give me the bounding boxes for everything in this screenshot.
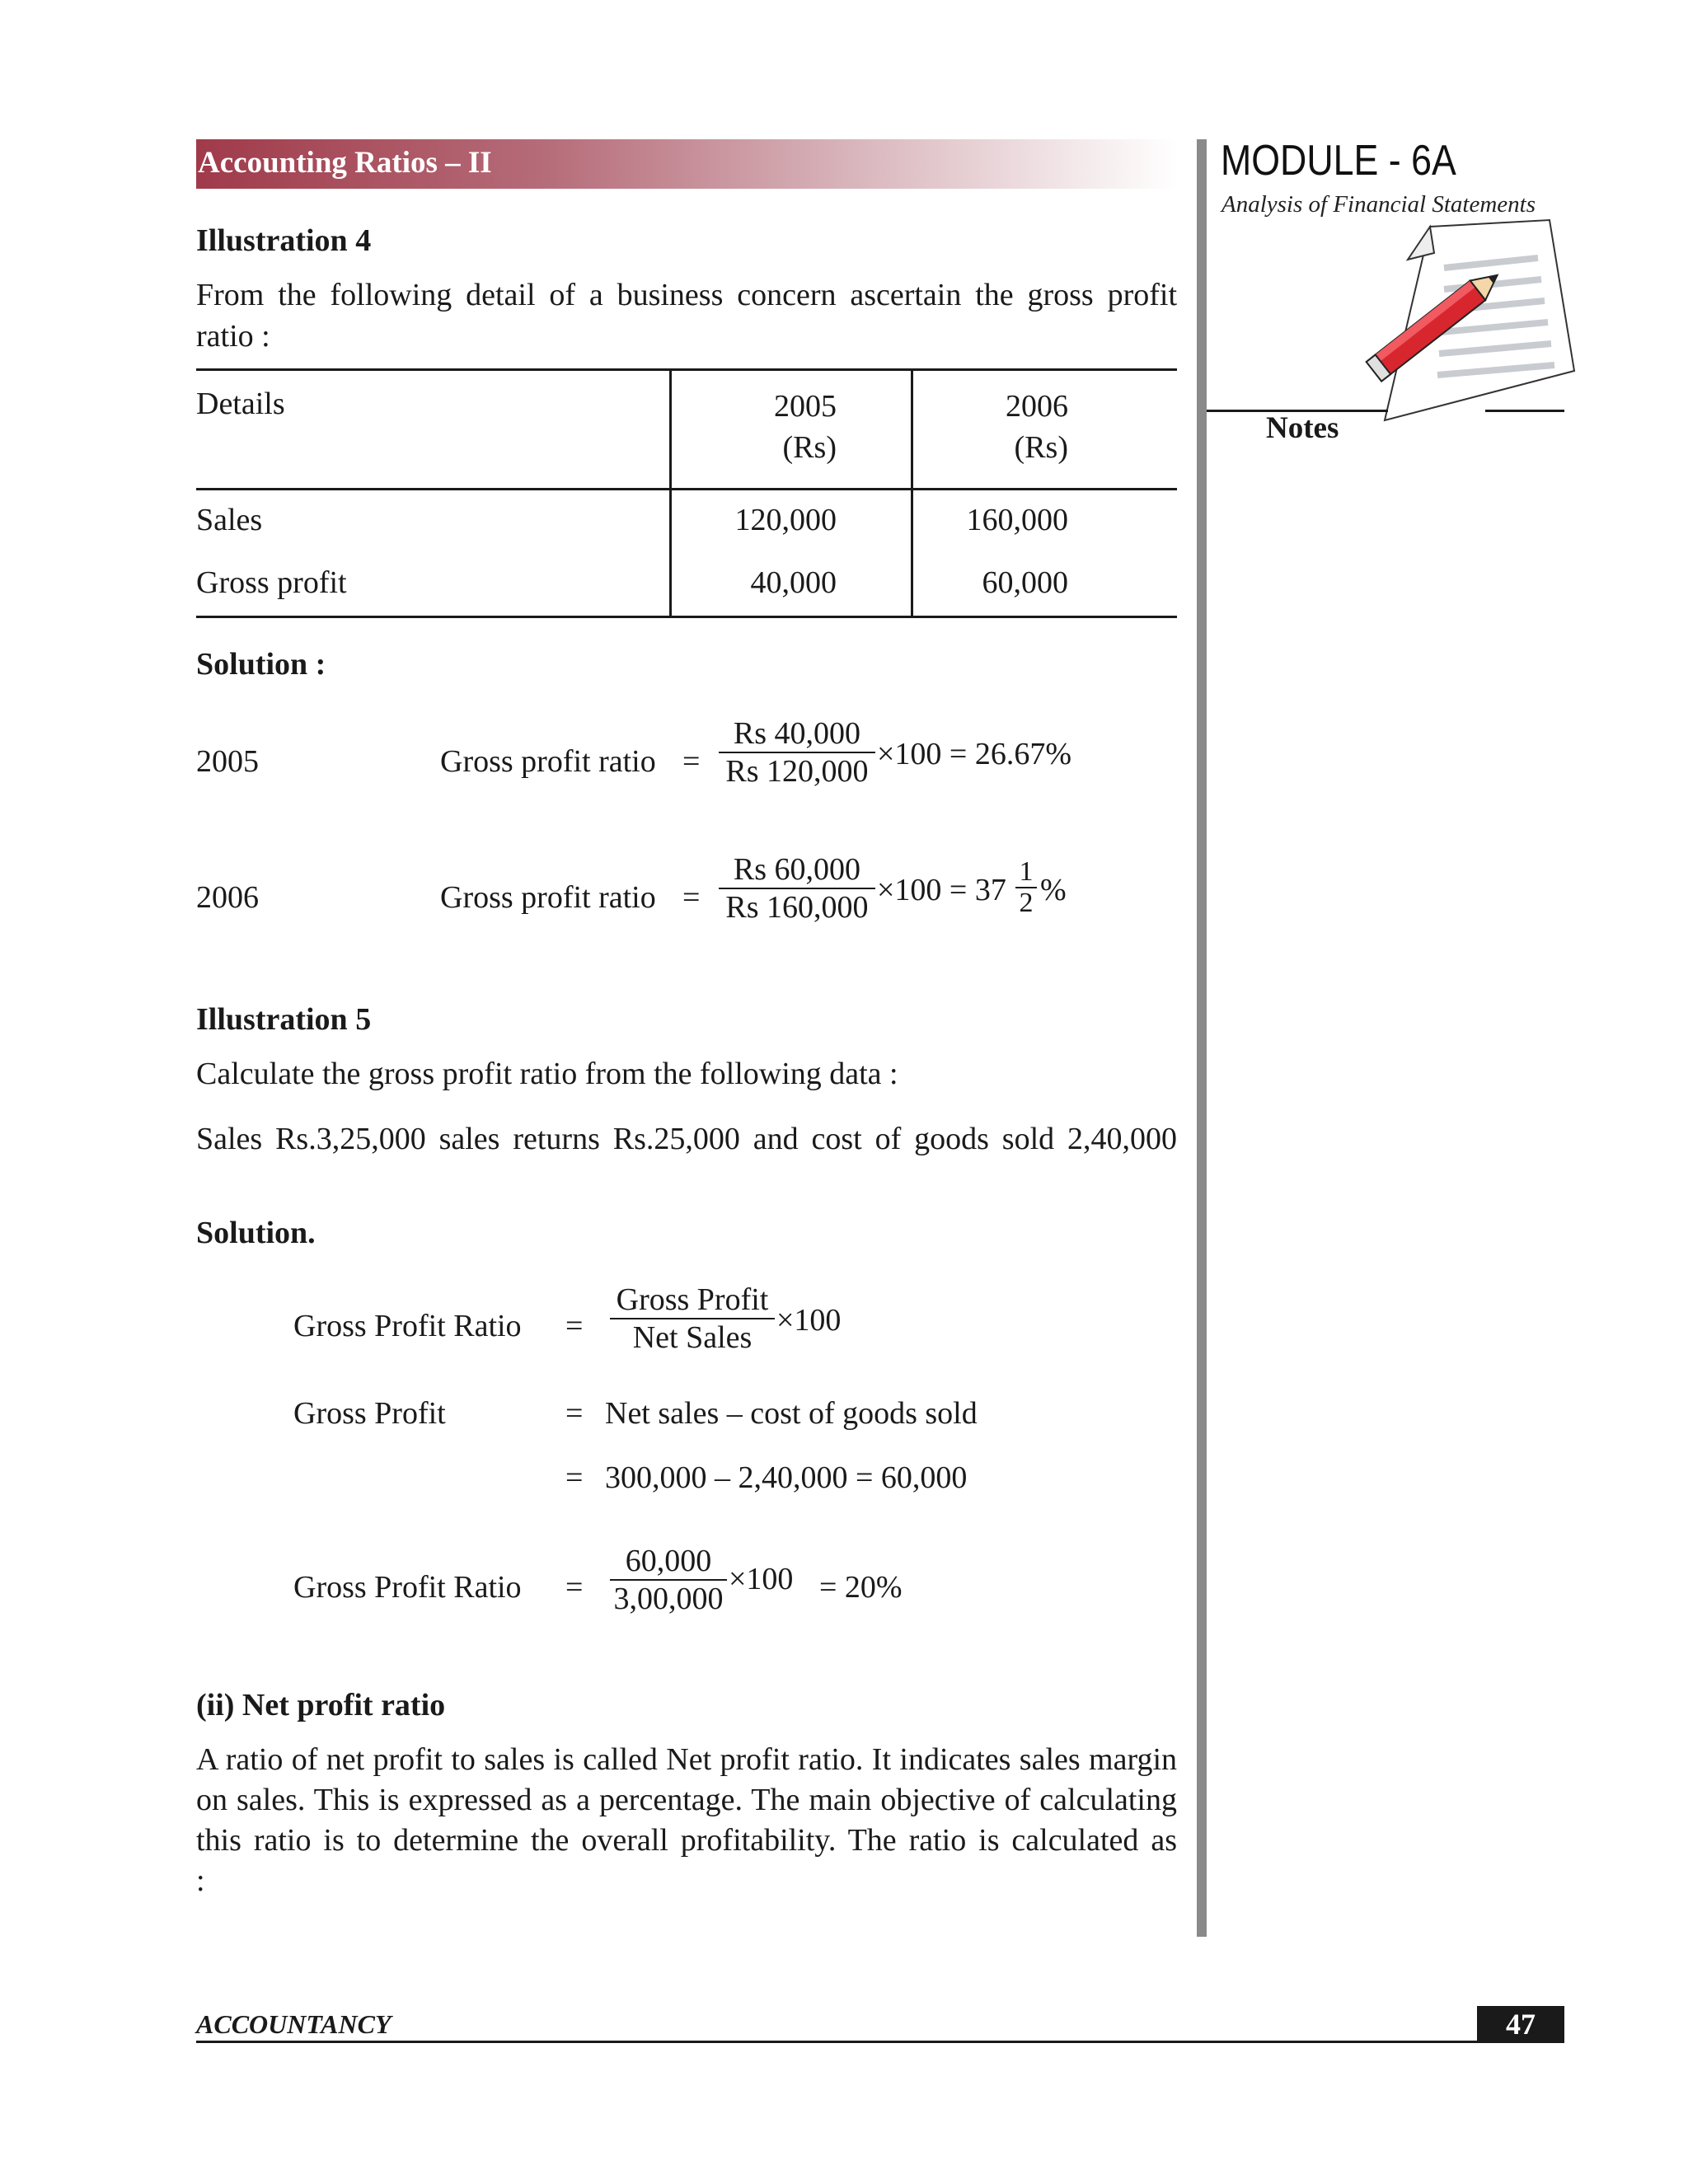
- multiplier: ×100: [776, 1303, 842, 1338]
- equals-sign: =: [565, 1396, 584, 1431]
- half-denominator: 2: [1015, 887, 1037, 918]
- margin-divider: [1197, 139, 1207, 1937]
- fraction-numerator: Rs 60,000: [733, 852, 861, 887]
- table-header-row: [196, 370, 1177, 490]
- result-2005: ×100 = 26.67%: [877, 737, 1072, 771]
- year-2005-label: 2005: [196, 744, 259, 779]
- net-profit-paragraph-line: this ratio is to determine the overall profitability. The ratio is calculated as: [196, 1823, 1177, 1858]
- gross-profit-label: Gross Profit: [293, 1396, 446, 1431]
- fraction-2006: [719, 851, 875, 926]
- row-label: Sales: [196, 503, 263, 537]
- equals-sign: =: [565, 1309, 584, 1343]
- table-row: [196, 490, 1177, 565]
- header-2005: [671, 370, 912, 490]
- chapter-title: Accounting Ratios – II: [198, 146, 492, 180]
- notes-rule-right: [1485, 410, 1564, 412]
- fraction-numerator: Rs 40,000: [733, 716, 861, 751]
- fraction-denominator: Rs 160,000: [719, 888, 875, 926]
- half-numerator: 1: [1019, 856, 1034, 887]
- footer-rule: [196, 2041, 1564, 2043]
- page-number: 47: [1477, 2006, 1564, 2042]
- half-fraction: [1015, 857, 1037, 918]
- percent-sign: %: [1040, 873, 1067, 907]
- module-title: MODULE - 6A: [1221, 137, 1456, 185]
- table-row: [196, 565, 1177, 617]
- fraction-numerator: Gross Profit: [616, 1282, 769, 1317]
- illustration-5-line1: Calculate the gross profit ratio from the following data :: [196, 1057, 898, 1091]
- multiplier: ×100: [729, 1562, 794, 1596]
- header-2005-unit: (Rs): [782, 430, 837, 465]
- gross-profit-ratio-label: Gross profit ratio: [440, 744, 656, 779]
- header-2005-year: 2005: [774, 389, 837, 424]
- illustration-4-intro-line2: ratio :: [196, 319, 270, 354]
- gross-profit-ratio-result-label: Gross Profit Ratio: [293, 1570, 522, 1605]
- row-label: Gross profit: [196, 565, 671, 617]
- formula-fraction: [610, 1282, 775, 1356]
- solution-4-heading: Solution :: [196, 647, 326, 682]
- equals-sign: =: [682, 880, 701, 915]
- notes-label: Notes: [1266, 411, 1339, 445]
- gross-profit-ratio-formula-label: Gross Profit Ratio: [293, 1309, 522, 1343]
- net-profit-paragraph-line: A ratio of net profit to sales is called Net profit ratio. It indicates sales margin: [196, 1742, 1177, 1777]
- details-table: [196, 368, 1177, 618]
- footer-subject: ACCOUNTANCY: [196, 2009, 392, 2039]
- equals-sign: =: [565, 1570, 584, 1605]
- net-profit-paragraph-line: :: [196, 1863, 205, 1898]
- net-profit-heading: (ii) Net profit ratio: [196, 1688, 446, 1722]
- gross-profit-formula: Net sales – cost of goods sold: [605, 1396, 978, 1431]
- equals-sign: =: [682, 744, 701, 779]
- result-fraction: [610, 1543, 727, 1617]
- row-value-2006: 160,000: [912, 490, 1178, 565]
- equals-sign: =: [565, 1460, 584, 1495]
- fraction-denominator: Net Sales: [610, 1318, 775, 1356]
- row-value-2005: 120,000: [671, 490, 912, 565]
- fraction-numerator: 60,000: [625, 1544, 712, 1578]
- illustration-5-heading: Illustration 5: [196, 1002, 372, 1037]
- header-2006-unit: (Rs): [1014, 430, 1068, 465]
- year-2006-label: 2006: [196, 880, 259, 915]
- illustration-5-line2: Sales Rs.3,25,000 sales returns Rs.25,000 and cost of goods sold 2,40,000: [196, 1122, 1177, 1156]
- row-value-2005: 40,000: [671, 565, 912, 617]
- header-2006: [912, 370, 1178, 490]
- net-profit-paragraph-line: on sales. This is expressed as a percentage. The main objective of calculating: [196, 1783, 1177, 1817]
- header-details: Details: [196, 370, 671, 490]
- notepad-pencil-icon: [1352, 210, 1582, 441]
- row-value-2006: 60,000: [912, 565, 1178, 617]
- illustration-4-intro-line1: From the following detail of a business concern ascertain the gross profit: [196, 278, 1177, 312]
- header-2006-year: 2006: [1006, 389, 1068, 424]
- solution-5-heading: Solution.: [196, 1216, 316, 1250]
- fraction-2005: [719, 715, 875, 790]
- fraction-denominator: 3,00,000: [610, 1579, 727, 1617]
- final-result: = 20%: [819, 1570, 903, 1605]
- gross-profit-ratio-label: Gross profit ratio: [440, 880, 656, 915]
- gross-profit-calculation: 300,000 – 2,40,000 = 60,000: [605, 1460, 968, 1495]
- fraction-denominator: Rs 120,000: [719, 752, 875, 790]
- module-subtitle: Analysis of Financial Statements: [1221, 191, 1536, 218]
- illustration-4-heading: Illustration 4: [196, 223, 372, 258]
- result-2006: ×100 = 37: [877, 873, 1006, 907]
